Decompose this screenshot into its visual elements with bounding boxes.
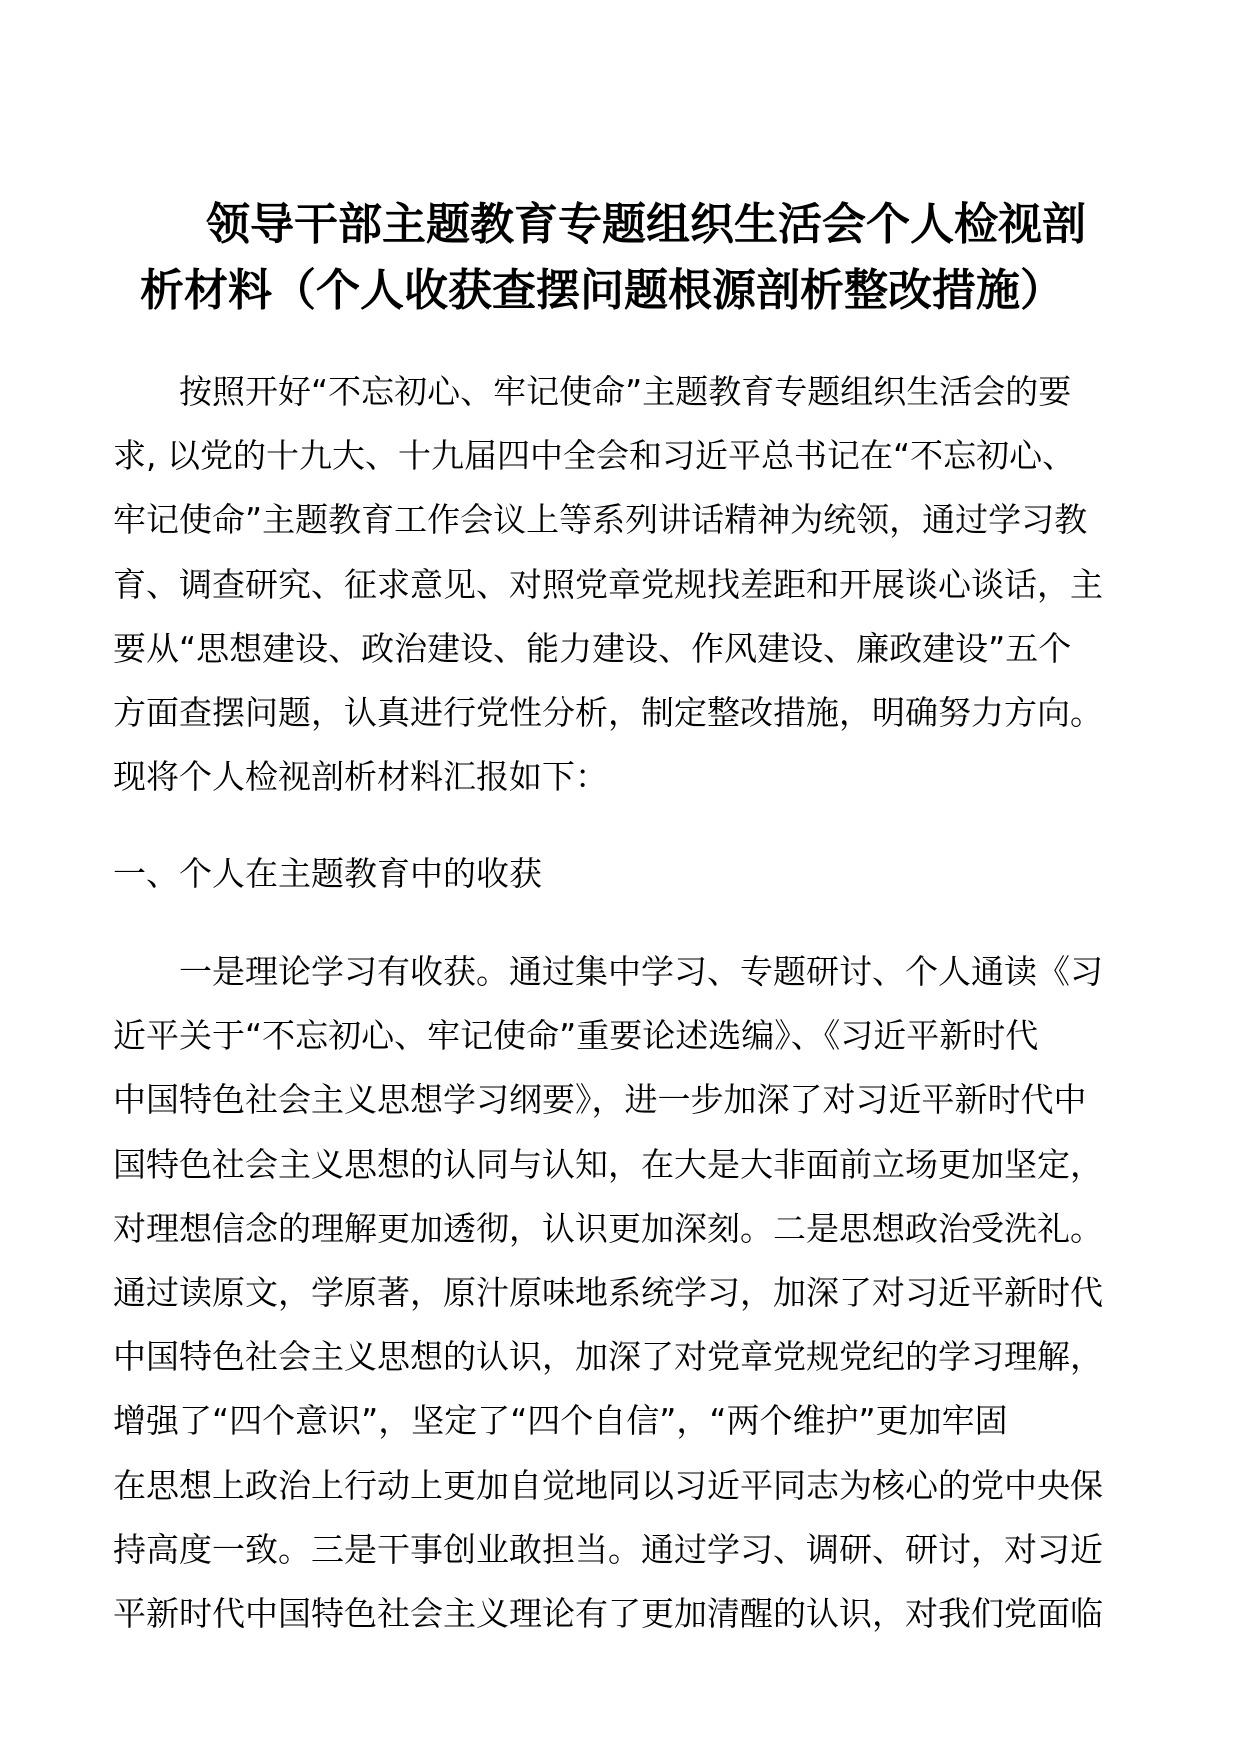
intro-paragraph [113, 360, 1128, 809]
paragraph-line: 现将个人检视剖析材料汇报如下： [113, 757, 608, 797]
paragraph-line: 求, 以党的十九大、十九届四中全会和习近平总书记在“不忘初心、 [113, 436, 1076, 476]
paragraph-line: 近平关于“不忘初心、牢记使命”重要论述选编》、《习近平新时代 [113, 1016, 1039, 1056]
paragraph-line: 牢记使命”主题教育工作会议上等系列讲话精神为统领，通过学习教 [113, 500, 1088, 540]
title-line: 领导干部主题教育专题组织生活会个人检视剖 [206, 199, 1086, 250]
paragraph-line: 持高度一致。三是干事创业敢担当。通过学习、调研、研讨，对习近 [113, 1529, 1103, 1569]
paragraph-line: 要从“思想建设、政治建设、能力建设、作风建设、廉政建设”五个 [113, 628, 1072, 668]
paragraph-line: 国特色社会主义思想的认同与认知，在大是大非面前立场更加坚定， [113, 1144, 1103, 1184]
paragraph-line: 在思想上政治上行动上更加自觉地同以习近平同志为核心的党中央保 [113, 1465, 1103, 1505]
paragraph-line: 对理想信念的理解更加透彻，认识更加深刻。二是思想政治受洗礼。 [113, 1208, 1103, 1248]
paragraph-line: 方面查摆问题，认真进行党性分析，制定整改措施，明确努力方向。 [113, 693, 1103, 733]
paragraph-line: 中国特色社会主义思想学习纲要》，进一步加深了对习近平新时代中 [113, 1080, 1087, 1120]
document-title [140, 192, 1130, 324]
paragraph-line: 增强了“四个意识”，坚定了“四个自信”，“两个维护”更加牢固 [113, 1401, 1008, 1441]
title-line: 析材料（个人收获查摆问题根源剖析整改措施） [140, 265, 1064, 316]
paragraph-line: 平新时代中国特色社会主义理论有了更加清醒的认识，对我们党面临 [113, 1594, 1103, 1634]
paragraph-line: 育、调查研究、征求意见、对照党章党规找差距和开展谈心谈话，主 [113, 564, 1103, 604]
section-heading: 一、个人在主题教育中的收获 [113, 854, 542, 893]
paragraph-line: 按照开好“不忘初心、牢记使命”主题教育专题组织生活会的要 [179, 372, 1072, 411]
paragraph-line: 中国特色社会主义思想的认识，加深了对党章党规党纪的学习理解， [113, 1337, 1103, 1377]
paragraph-line: 一是理论学习有收获。通过集中学习、专题研讨、个人通读《习 [179, 952, 1103, 991]
section-paragraph [113, 940, 1128, 1646]
paragraph-line: 通过读原文，学原著，原汁原味地系统学习，加深了对习近平新时代 [113, 1273, 1103, 1313]
